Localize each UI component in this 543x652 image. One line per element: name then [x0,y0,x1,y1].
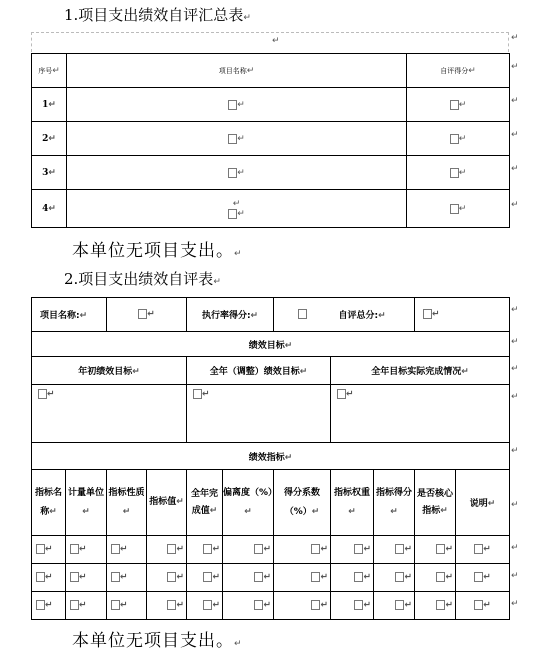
paragraph-mark-icon: ↵ [272,36,280,46]
empty-box-icon [111,544,120,554]
indicator-cell[interactable]: ↵ [374,564,415,592]
self-evaluation-table [31,297,510,620]
indicator-cell[interactable]: ↵ [223,592,274,620]
table-row [32,190,510,228]
table-row [32,156,510,190]
empty-box-icon [111,572,120,582]
row-end-mark-icon: ↵ [511,33,519,43]
indicator-cell[interactable]: ↵ [66,592,107,620]
indicator-cell[interactable]: ↵ [274,592,331,620]
project-name-cell[interactable]: ↵ ↵ [67,190,407,228]
annual-completion-header: 全年完成值↵ [187,470,223,536]
indicator-cell[interactable]: ↵ [274,536,331,564]
indicator-cell[interactable]: ↵ [187,592,223,620]
empty-box-icon [450,204,459,214]
empty-box-icon [36,544,45,554]
indicator-cell[interactable]: ↵ [147,564,187,592]
paragraph-mark-icon: ↵ [213,277,221,287]
project-name-value[interactable]: ↵ [107,298,187,332]
exec-rate-label: 执行率得分:↵ [187,298,274,332]
total-score-value[interactable]: ↵ [415,298,510,332]
section2-heading-text: 2.项目支出绩效自评表 [64,270,214,288]
indicator-cell[interactable]: ↵ [187,564,223,592]
seq-cell: 1↵ [32,88,67,122]
empty-box-icon [228,134,237,144]
row-end-mark-icon: ↵ [511,392,519,402]
empty-box-icon [111,600,120,610]
indicator-cell[interactable]: ↵ [107,536,147,564]
empty-box-icon [38,389,47,399]
section2-heading [64,268,221,289]
empty-box-icon [450,134,459,144]
core-indicator-header: 是否核心指标↵ [415,470,456,536]
empty-box-icon [474,600,483,610]
adjusted-goal-header: 全年（调整）绩效目标↵ [187,357,331,385]
self-score-cell[interactable]: ↵ [407,122,510,156]
paragraph-mark-icon: ↵ [243,13,251,23]
seq-cell: 3↵ [32,156,67,190]
seq-cell: 4↵ [32,190,67,228]
empty-box-icon [337,389,346,399]
indicator-cell[interactable]: ↵ [32,564,66,592]
empty-box-icon [70,544,79,554]
indicator-cell[interactable]: ↵ [223,536,274,564]
empty-box-icon [474,544,483,554]
indicator-cell[interactable]: ↵ [187,536,223,564]
indicators-title-row [32,443,510,470]
empty-box-icon [193,389,202,399]
deviation-header: 偏离度（%）↵ [223,470,274,536]
project-name-cell[interactable]: ↵ [67,122,407,156]
section1-note: 本单位无项目支出。↵ [72,241,243,261]
nature-header: 指标性质↵ [107,470,147,536]
actual-completion-header: 全年目标实际完成情况↵ [331,357,510,385]
row-end-mark-icon: ↵ [511,164,519,174]
indicator-cell[interactable]: ↵ [331,536,374,564]
project-name-header: 项目名称↵ [67,54,407,88]
row-end-mark-icon: ↵ [511,599,519,609]
section1-heading [64,4,251,25]
indicator-cell[interactable]: ↵ [456,592,510,620]
goal-headers-row [32,357,510,385]
empty-box-icon [138,309,147,319]
indicator-cell[interactable]: ↵ [147,536,187,564]
indicator-cell[interactable]: ↵ [107,564,147,592]
row-end-mark-icon: ↵ [511,130,519,140]
goals-title-row [32,332,510,357]
row-end-mark-icon: ↵ [511,62,519,72]
indicator-cell[interactable]: ↵ [66,536,107,564]
empty-box-icon [36,572,45,582]
empty-box-icon [423,309,432,319]
table-dashed-frame [31,32,509,52]
table-row [32,536,510,564]
indicator-cell[interactable]: ↵ [374,592,415,620]
indicator-cell[interactable]: ↵ [456,564,510,592]
indicator-cell[interactable]: ↵ [415,592,456,620]
section2-note: 本单位无项目支出。↵ [72,631,243,651]
indicators-title: 绩效指标↵ [32,443,510,470]
remark-header: 说明↵ [456,470,510,536]
indicator-score-header: 指标得分↵ [374,470,415,536]
row-end-mark-icon: ↵ [511,446,519,456]
self-score-cell[interactable]: ↵ [407,156,510,190]
indicator-headers-row [32,470,510,536]
summary-table-header-row [32,54,510,88]
goal-values-row [32,385,510,443]
indicator-cell[interactable]: ↵ [374,536,415,564]
empty-box-icon [450,168,459,178]
self-score-cell[interactable]: ↵ [407,190,510,228]
empty-box-icon [36,600,45,610]
empty-box-icon [228,209,237,219]
row-end-mark-icon: ↵ [511,337,519,347]
indicator-cell[interactable]: ↵ [331,592,374,620]
project-name-label: 项目名称:↵ [32,298,107,332]
empty-box-icon [228,168,237,178]
empty-box-icon [474,572,483,582]
indicator-cell[interactable]: ↵ [107,592,147,620]
exec-rate-value[interactable] [274,298,331,332]
empty-box-icon [450,100,459,110]
indicator-cell[interactable]: ↵ [331,564,374,592]
table-row [32,122,510,156]
score-coefficient-header: 得分系数（%）↵ [274,470,331,536]
project-info-row [32,298,510,332]
indicator-cell[interactable]: ↵ [32,592,66,620]
empty-box-icon [228,100,237,110]
project-name-cell[interactable]: ↵ [67,156,407,190]
weight-header: 指标权重↵ [331,470,374,536]
indicator-name-header: 指标名称↵ [32,470,66,536]
row-end-mark-icon: ↵ [511,200,519,210]
table-row [32,564,510,592]
total-score-label: 自评总分:↵ [331,298,415,332]
indicator-cell[interactable]: ↵ [66,564,107,592]
row-end-mark-icon: ↵ [511,364,519,374]
row-end-mark-icon: ↵ [511,96,519,106]
table-row [32,592,510,620]
indicator-cell[interactable]: ↵ [415,536,456,564]
section1-heading-text: 1.项目支出绩效自评汇总表 [64,6,244,24]
indicator-cell[interactable]: ↵ [147,592,187,620]
indicator-cell[interactable]: ↵ [456,536,510,564]
actual-completion-cell[interactable]: ↵ [331,385,510,443]
self-score-cell[interactable]: ↵ [407,88,510,122]
adjusted-goal-cell[interactable]: ↵ [187,385,331,443]
initial-goal-cell[interactable]: ↵ [32,385,187,443]
unit-header: 计量单位↵ [66,470,107,536]
summary-table [31,53,510,228]
project-name-cell[interactable]: ↵ [67,88,407,122]
target-value-header: 指标值↵ [147,470,187,536]
goals-title: 绩效目标↵ [32,332,510,357]
indicator-cell[interactable]: ↵ [274,564,331,592]
seq-cell: 2↵ [32,122,67,156]
seq-header: 序号↵ [32,54,67,88]
empty-box-icon [70,572,79,582]
empty-box-icon [70,600,79,610]
indicator-cell[interactable]: ↵ [415,564,456,592]
table-row [32,88,510,122]
empty-box-icon [298,309,307,319]
row-end-mark-icon: ↵ [511,571,519,581]
row-end-mark-icon: ↵ [511,500,519,510]
indicator-cell[interactable]: ↵ [32,536,66,564]
row-end-mark-icon: ↵ [511,305,519,315]
indicator-cell[interactable]: ↵ [223,564,274,592]
row-end-mark-icon: ↵ [511,543,519,553]
self-score-header: 自评得分↵ [407,54,510,88]
initial-goal-header: 年初绩效目标↵ [32,357,187,385]
